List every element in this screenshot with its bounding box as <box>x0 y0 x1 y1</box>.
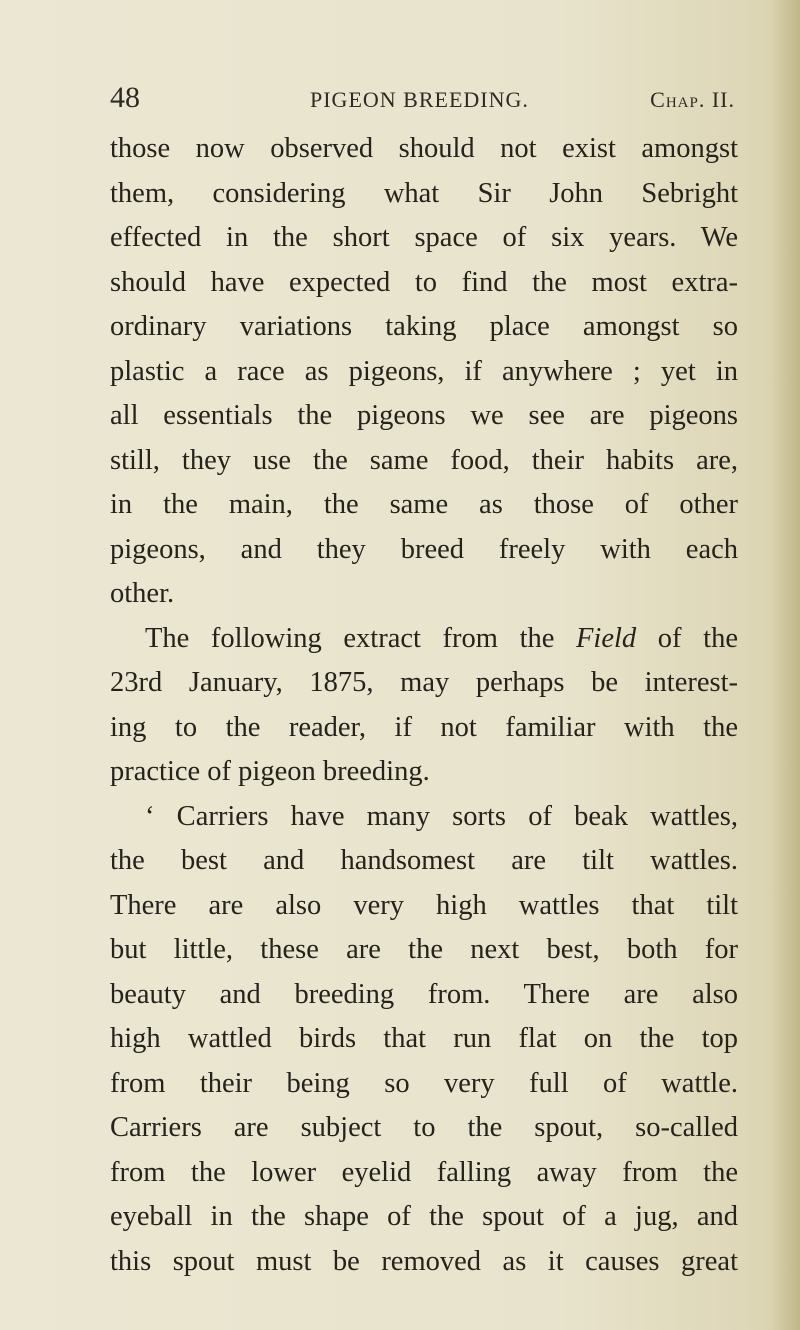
text-line: ing to the reader, if not familiar with the <box>110 711 738 743</box>
text-line: The following extract from the Field of the <box>145 622 738 654</box>
text-line: effected in the short space of six years. We <box>110 222 738 253</box>
text-line: the best and handsomest are tilt wattles. <box>110 845 738 876</box>
page-edge-shadow <box>772 0 800 1330</box>
running-title: PIGEON BREEDING. <box>310 87 529 112</box>
text-line: pigeons, and they breed freely with each <box>110 533 738 565</box>
text-line: practice of pigeon breeding. <box>110 756 430 787</box>
text-line: but little, these are the next best, both for <box>110 934 738 965</box>
page-header <box>110 80 735 120</box>
chapter-number: II. <box>711 87 735 112</box>
text-line: them, considering what Sir John Sebright <box>110 177 738 209</box>
text-line: ordinary variations taking place amongst so <box>110 311 738 342</box>
page-number: 48 <box>110 81 140 114</box>
text-line: ‘ Carriers have many sorts of beak wattles, <box>145 800 738 832</box>
text-line: all essentials the pigeons we see are pigeons <box>110 400 738 431</box>
text-line: beauty and breeding from. There are also <box>110 978 738 1010</box>
text-line: from the lower eyelid falling away from the <box>110 1156 738 1188</box>
text-line: still, they use the same food, their habits are, <box>110 444 738 476</box>
text-line: 23rd January, 1875, may perhaps be interest- <box>110 667 738 698</box>
text-line: high wattled birds that run flat on the top <box>110 1023 738 1054</box>
text-line: this spout must be removed as it causes great <box>110 1245 738 1277</box>
text-line: should have expected to find the most extra- <box>110 266 738 298</box>
text-line: those now observed should not exist amongst <box>110 133 738 164</box>
body-text <box>110 127 738 1284</box>
chapter-abbr: Chap. <box>650 87 706 112</box>
text-line: There are also very high wattles that tilt <box>110 889 738 921</box>
text-line: in the main, the same as those of other <box>110 489 738 520</box>
text-line: other. <box>110 578 175 609</box>
italic-word: Field <box>576 622 637 654</box>
text-line: Carriers are subject to the spout, so-called <box>110 1112 738 1143</box>
chapter-label <box>650 84 735 116</box>
text-line: from their being so very full of wattle. <box>110 1067 738 1099</box>
text-line: eyeball in the shape of the spout of a jug, and <box>110 1201 738 1232</box>
text-line: plastic a race as pigeons, if anywhere ; yet in <box>110 355 738 387</box>
